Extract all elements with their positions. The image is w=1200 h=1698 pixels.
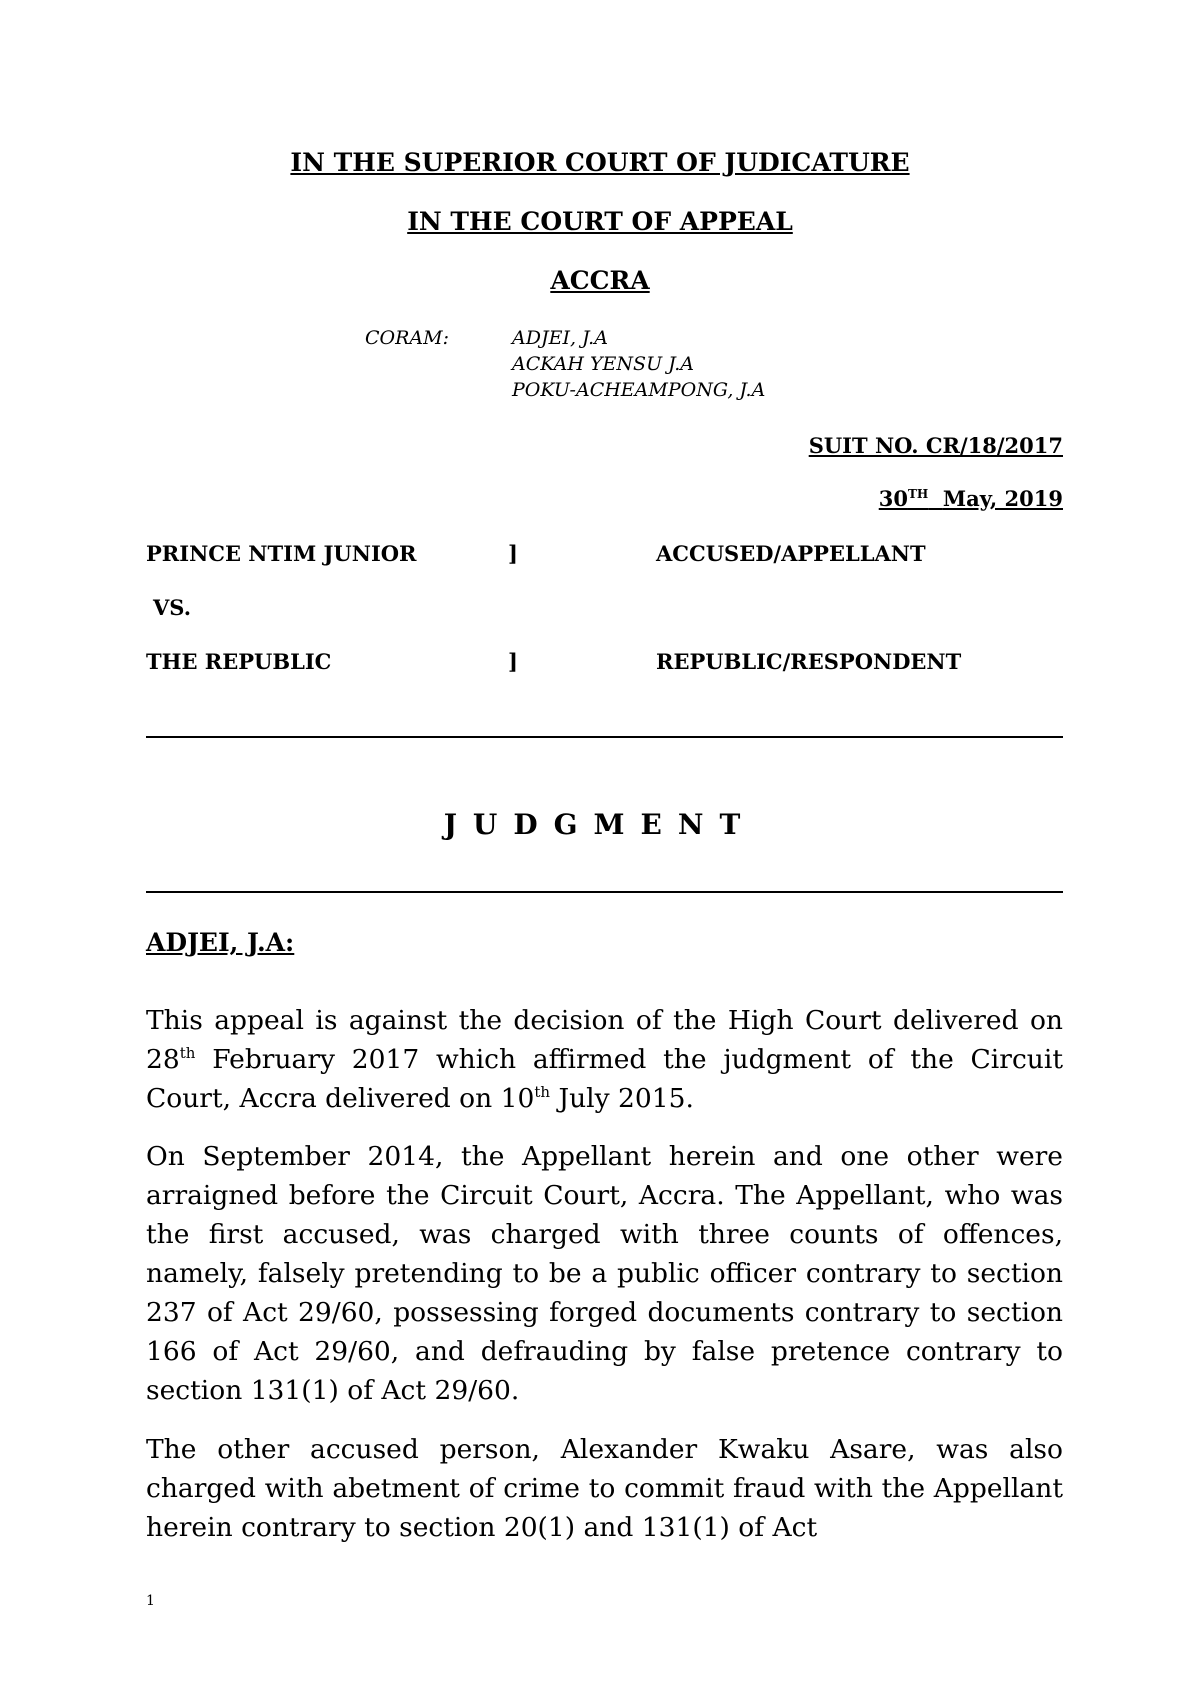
appellant-name: PRINCE NTIM JUNIOR [146,541,417,566]
paragraph-3: The other accused person, Alexander Kwaku Asare, was also charged with abetment of crime to commit fraud with the Appellant herein contrary to section 20(1) and 131(1) of Act [146,1434,1063,1543]
p1-text-c: July 2015. [550,1083,694,1114]
divider-top [146,736,1063,738]
coram-label: CORAM: [365,327,449,349]
judge-heading: ADJEI, J.A: [146,928,295,957]
p1-text-b: February 2017 which affirmed the judgment of the Circuit Court, Accra delivered on 10 [146,1044,1063,1114]
p1-text-a: This appeal is against the decision of the High Court delivered on 28 [146,1005,1063,1075]
appellant-role: ACCUSED/APPELLANT [656,541,926,566]
court-subheading: IN THE COURT OF APPEAL [407,207,793,236]
p1-sup-2: th [534,1083,551,1102]
coram-judge: ADJEI, J.A [512,327,608,349]
paragraph-2: On September 2014, the Appellant herein and one other were arraigned before the Circuit Court, Accra. The Appellant, who was the first accused, was charged with three counts of offences, namely, falsely pretending to be a public officer contrary to section 237 of Act 29/60, possessing forged documents contrary to section 166 of Act 29/60, and defrauding by false pretence contrary to section 131(1) of Act 29/60. [146,1141,1063,1406]
page-number: 1 [146,1593,155,1609]
judgment-title: JUDGMENT [443,808,757,841]
date-suffix: TH [907,487,929,501]
coram-judge: ACKAH YENSU J.A [512,353,695,375]
divider-bottom [146,891,1063,893]
p1-sup-1: th [179,1044,196,1063]
party-bracket: ] [508,649,518,674]
paragraph-1 [146,1001,1063,1118]
date-rest: May, 2019 [942,486,1063,511]
party-bracket: ] [508,541,518,566]
respondent-name: THE REPUBLIC [146,649,332,674]
versus-label: VS. [153,595,192,620]
court-location: ACCRA [550,266,650,295]
respondent-role: REPUBLIC/RESPONDENT [656,649,962,674]
court-heading: IN THE SUPERIOR COURT OF JUDICATURE [290,148,910,177]
suit-number: SUIT NO. CR/18/2017 [808,433,1063,458]
date-day: 30 [878,486,908,511]
coram-judge: POKU-ACHEAMPONG, J.A [512,379,766,401]
judgment-date [879,486,1063,511]
